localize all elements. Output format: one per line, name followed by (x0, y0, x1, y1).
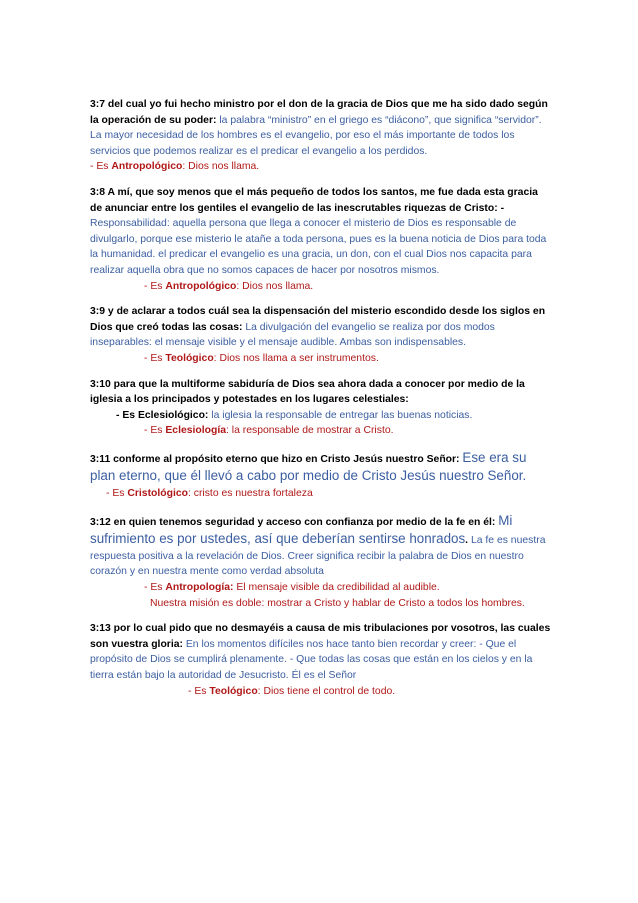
verse-text: 3:13 por lo cual pido que no desmayéis a causa de mis tribulaciones por vosotros, las cuales son vuestra gloria: (90, 623, 551, 650)
tag-label: Teológico (209, 685, 258, 697)
paragraph-3-13 (90, 621, 552, 699)
commentary-text: Ese era su plan eterno, que él llevó a cabo por medio de Cristo Jesús nuestro Señor. (90, 449, 527, 484)
tag-label: Eclesiológico: (137, 409, 209, 421)
verse-text: 3:9 y de aclarar a todos cuál sea la dispensación del misterio escondido desde los siglos en Dios que creó todas las cosas: (90, 306, 546, 333)
tag-prefix: - Es (106, 488, 125, 500)
commentary-prefix: - (500, 202, 505, 214)
paragraph-3-12: 3:12 en quien tenemos seguridad y acceso con confianza por medio de la fe en él: Mi sufrimiento es por ustedes, así que deberían sentirse honrados. La fe es nuestra respuesta positiva a la revelación de Dios. Creer significa recibir la palabra de Dios en nuestro corazón y en nuestra mente como verdad absoluta - Es Antropología: El mensaje visible da credibilidad al audible. Nuestra misión es doble: mostrar a Cristo y hablar de Cristo a todos los hombres. (90, 512, 546, 609)
commentary-text: La divulgación del evangelio se realiza por dos modos inseparables: el mensaje visible y el mensaje audible. Ambas son indispensables. (90, 321, 495, 349)
tag-text: : Dios tiene el control de todo. (257, 685, 396, 697)
commentary-text: la palabra “ministro” en el griego es “diácono”, que significa “servidor”. La mayor necesidad de los hombres es el evangelio, por eso el más importante de todos los servicios que podemos realizar es el predicar el evangelio a los perdidos. (90, 114, 542, 157)
commentary-text: La fe es nuestra respuesta positiva a la revelación de Dios. Creer significa recibir la palabra de Dios en nuestro corazón y en nuestra mente como verdad absoluta (90, 535, 546, 578)
tag-text: : cristo es nuestra fortaleza (188, 488, 313, 500)
verse-text: 3:10 para que la multiforme sabiduría de Dios sea ahora dada a conocer por medio de la iglesia a los principados y potestades en los lugares celestiales: (90, 378, 525, 406)
verse-text: 3:12 en quien tenemos seguridad y acceso con confianza por medio de la fe en él: (90, 516, 496, 528)
tag-text: : la responsable de mostrar a Cristo. (226, 425, 394, 437)
paragraph-3-8 (90, 185, 552, 294)
tag-prefix: - Es (144, 352, 163, 364)
tag-text: El mensaje visible da credibilidad al audible. (236, 582, 440, 594)
tag-prefix: - Es (116, 409, 136, 421)
tag-prefix: - Es (144, 425, 163, 437)
tag-text: : Dios nos llama. (182, 161, 260, 173)
tag-label: Teológico (165, 352, 214, 364)
commentary-text: Responsabilidad: aquella persona que llega a conocer el misterio de Dios es responsable de divulgarlo, porque ese misterio le atañe a toda persona, pues es la buena noticia de Dios para toda la humanidad. el predicar el evangelio es una gracia, un don, con el cual Dios nos capacita para realizar aquella obra que no somos capaces de hacer por nosotros mismos. (90, 218, 547, 276)
verse-text: 3:8 A mí, que soy menos que el más pequeño de todos los santos, me fue dada esta gracia de anunciar entre los gentiles el evangelio de las inescrutables riquezas de Cristo: (90, 186, 538, 214)
tag-text: la iglesia la responsable de entregar las buenas noticias. (211, 409, 473, 421)
paragraph-3-11 (90, 449, 552, 502)
tag-text: : Dios nos llama. (236, 280, 314, 292)
commentary-text: En los momentos difíciles nos hace tanto bien recordar y creer: - Que el propósito de Dios se cumplirá plenamente. - Que todas las cosas que están en los cielos y en la tierra están bajo la autoridad de Jesucristo. Él es el Señor (90, 638, 533, 681)
tag-text: : Dios nos llama a ser instrumentos. (213, 352, 379, 364)
verse-text: 3:11 conforme al propósito eterno que hizo en Cristo Jesús nuestro Señor: (90, 453, 460, 465)
tag-extra-text: Nuestra misión es doble: mostrar a Cristo y hablar de Cristo a todos los hombres. (150, 597, 525, 609)
paragraph-3-7 (90, 97, 552, 175)
document-page (90, 97, 552, 709)
tag-prefix: - Es (144, 582, 163, 594)
tag-label: Cristológico (127, 488, 188, 500)
tag-prefix: - Es (188, 685, 207, 697)
tag-prefix: - Es (144, 280, 163, 292)
paragraph-3-9 (90, 304, 552, 366)
verse-text: 3:7 del cual yo fui hecho ministro por el don de la gracia de Dios que me ha sido dado según la operación de su poder: (90, 99, 548, 126)
tag-label: Antropología: (165, 582, 234, 594)
commentary-emphasis: Mi sufrimiento es por ustedes, así que deberían sentirse honrados (90, 512, 513, 547)
tag-prefix: - Es (90, 161, 109, 173)
tag-label: Antropológico (165, 280, 237, 292)
tag-label: Antropológico (111, 161, 183, 173)
paragraph-3-10 (90, 377, 552, 439)
tag-label: Eclesiología (165, 425, 227, 437)
